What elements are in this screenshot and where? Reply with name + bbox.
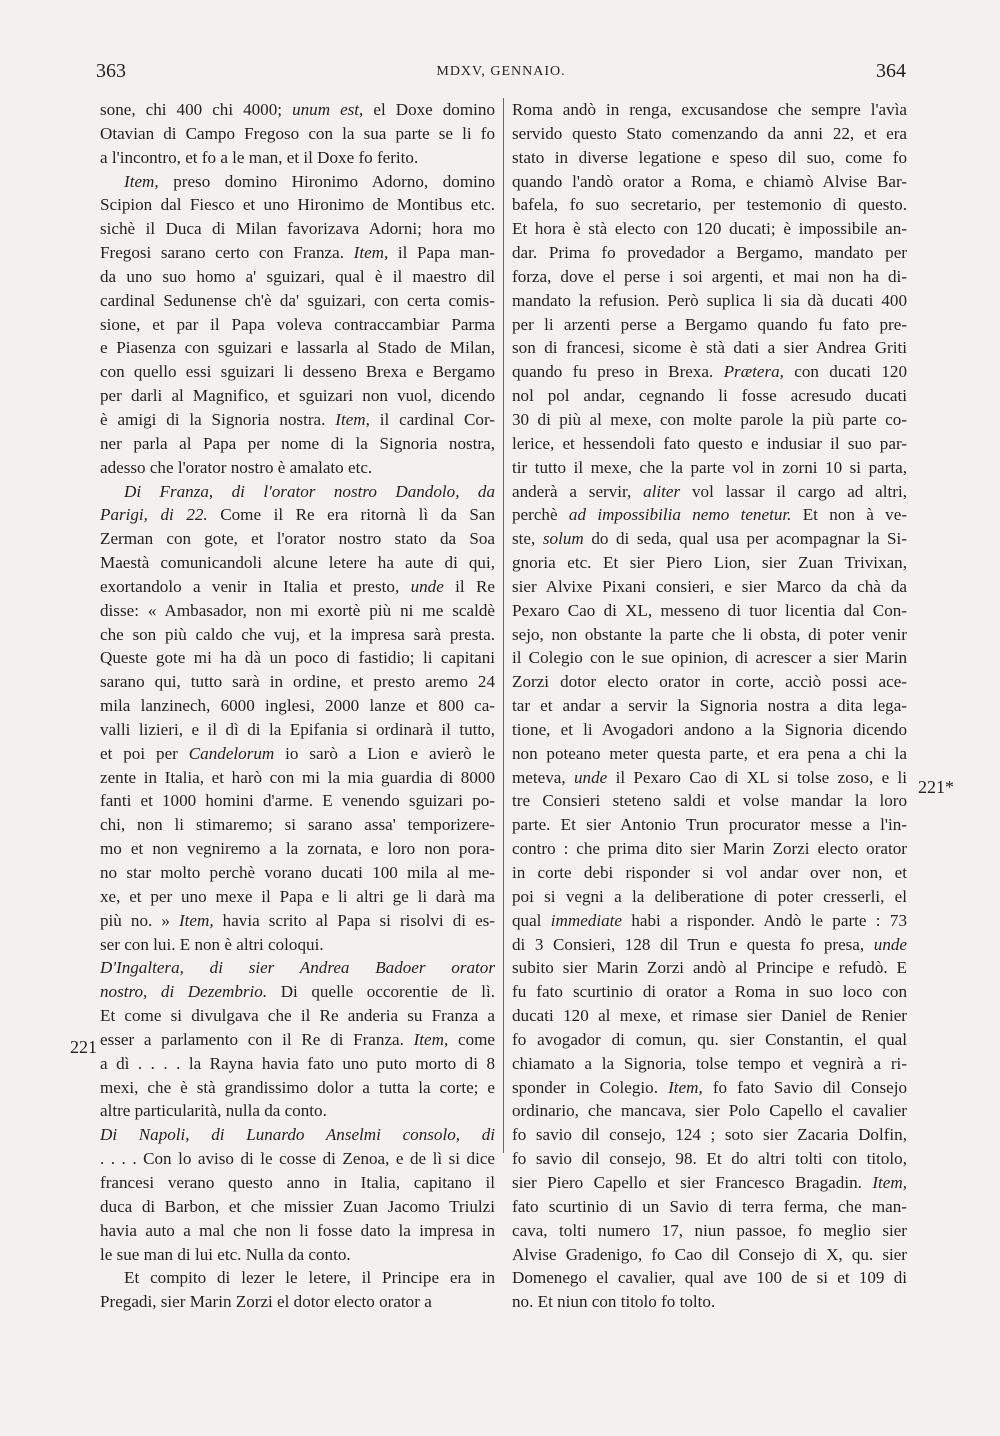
text-run: disse: « Ambasador, non mi exortè più ni me scaldè [100,600,495,620]
text-run: le sue man di lui etc. Nulla da conto. [100,1244,351,1264]
text-run: ste, [512,529,543,549]
text-run: fo savio dil consejo, 98. Et do altri tolti con titolo, [512,1149,907,1169]
text-line [100,336,495,360]
text-run: Otavian di Campo Fregoso con la sua parte se li fo [100,123,495,143]
text-line [512,980,907,1004]
text-run: habi a risponder. Andò le parte : 73 [622,910,907,930]
text-run: io sarò a Lion e avierò le [274,743,495,763]
italic-text: immediate [550,910,622,930]
text-line [512,623,907,647]
text-run: meteva, [512,767,574,787]
text-run: Scipion dal Fiesco et uno Hironimo de Montibus etc. [100,195,495,215]
text-line [100,408,495,432]
text-line [100,146,495,170]
text-line [100,1147,495,1171]
text-run: a dì . . . . la Rayna havia fato uno puto morto di 8 [100,1053,495,1073]
text-run: a l'incontro, et fo a le man, et il Doxe fo ferito. [100,147,419,167]
text-line [512,265,907,289]
text-run: sier Piero Capello et sier Francesco Bragadin. [512,1172,873,1192]
text-line [512,1290,907,1314]
text-run: Zerman con gote, et l'orator nostro stato da Soa [100,529,495,549]
text-line [512,813,907,837]
text-line [100,480,495,504]
text-line [100,1219,495,1243]
text-run: mo et non vegniremo a la zornata, e loro non pora- [100,839,495,859]
page-number-right: 364 [876,60,906,82]
text-line [100,1052,495,1076]
text-run: 30 di più al mexe, con molte parole la più parte co- [512,409,907,429]
text-line [100,646,495,670]
italic-text: Item, [668,1077,703,1097]
text-run: el Doxe domino [363,100,495,119]
text-run: Et hora è stà electo con 120 ducati; è impossibile an- [512,219,907,239]
text-line [100,1171,495,1195]
italic-text: Candelorum [188,743,275,763]
text-run: subito sier Marin Zorzi andò al Principe e refudò. E [512,958,907,978]
text-run: contro : che prima dito sier Marin Zorzi electo orator [512,839,907,859]
text-line [512,1147,907,1171]
text-run: cava, tolti numero 17, niun passoe, fo meglio sier [512,1220,907,1240]
text-run: esser a parlamento con il Re di Franza. [100,1029,414,1049]
text-run: adesso che l'orator nostro è amalato etc. [100,457,373,477]
text-run: Et come si divulgava che il Re anderia su Franza a [100,1006,495,1026]
text-line [512,456,907,480]
text-line [512,146,907,170]
text-line [100,503,495,527]
text-run: vol lassar il cargo ad altri, [680,481,907,501]
text-line [100,1076,495,1100]
text-line [512,599,907,623]
text-line [512,1028,907,1052]
text-run: per li arzenti perse a Bergamo quando fu fato pre- [512,314,907,334]
text-run: fato scurtinio di un Savio di terra ferma, che man- [512,1196,907,1216]
text-line [100,909,495,933]
text-run: gnoria etc. Et sier Piero Lion, sier Zuan Trivixan, [512,553,907,573]
text-run: da uno suo homo a' sguizari, qual è il maestro dil [100,266,495,286]
text-line [100,956,495,980]
text-line [512,432,907,456]
text-line [100,360,495,384]
italic-text: unde [573,767,608,787]
text-run: et poi per [100,743,189,763]
text-run: fo fato Savio dil Consejo [702,1077,907,1097]
text-line [100,885,495,909]
text-line [512,217,907,241]
text-line [512,1171,907,1195]
text-line [100,789,495,813]
text-run: sier Alvixe Pixani consieri, e sier Marco da chà da [512,576,907,596]
text-run: Et compito di lezer le letere, il Principe era in [124,1268,495,1288]
text-run: tre Consieri steteno saldi et volse mandar la loro [512,791,907,811]
text-line [512,694,907,718]
page-header [96,60,906,90]
text-run: . . . . Con lo aviso di le cosse di Zenoa, e de lì si dice [100,1149,495,1169]
right-text-column [512,98,907,1314]
text-line [100,122,495,146]
text-run: Et non à ve- [791,505,907,525]
text-line [100,1099,495,1123]
italic-text: Item, [353,243,389,263]
text-line [512,503,907,527]
text-line [100,527,495,551]
text-run: il cardinal Cor- [369,409,495,429]
text-line [512,909,907,933]
text-line [512,1219,907,1243]
italic-text: Item, [872,1172,907,1192]
text-run: e Piasenza con sguizari e lassarla al Stado de Milan, [100,338,495,358]
text-line [100,384,495,408]
text-run: il Papa man- [388,243,495,263]
italic-text: solum [542,529,584,549]
text-line [512,956,907,980]
text-line [512,1243,907,1267]
italic-text: Di Napoli, di Lunardo Anselmi consolo, di [100,1125,495,1145]
text-line [100,694,495,718]
text-line [100,599,495,623]
text-run: ser con lui. E non è altri coloqui. [100,934,324,954]
text-line [100,813,495,837]
text-line [512,289,907,313]
text-run: chiamato a la Signoria, tolse tempo et vegnirà a ri- [512,1053,907,1073]
text-run: Queste gote mi ha dà un poco di fastidio; li capitani [100,648,495,668]
text-line [512,1076,907,1100]
text-line [100,980,495,1004]
text-line [512,480,907,504]
italic-text: unum est, [292,100,364,119]
text-run: perchè [512,505,569,525]
text-line [100,1004,495,1028]
italic-text: Item, [178,910,214,930]
margin-note-left: 221 [70,1037,97,1057]
text-line [512,170,907,194]
text-line [512,527,907,551]
text-run: Come il Re era ritornà lì da San [207,505,495,525]
text-run: Zorzi dotor electo orator in corte, acciò possi ace- [512,672,907,692]
text-run: più no. » [100,910,179,930]
text-run: cardinal Sedunense ch'è da' sguizari, con certa comis- [100,290,495,310]
text-line [100,217,495,241]
running-title: MDXV, GENNAIO. [436,64,566,79]
text-line [100,193,495,217]
text-run: preso domino Hironimo Adorno, domino [158,171,495,191]
italic-text: unde [873,934,907,954]
text-run: per darli al Magnifico, et sguizari non vuol, dicendo [100,386,495,406]
text-line [100,1243,495,1267]
text-run: duca di Barbon, et che missier Zuan Jacomo Triulzi [100,1196,495,1216]
text-run: parte. Et sier Antonio Trun procurator messe a l'in- [512,815,907,835]
text-line [100,313,495,337]
text-line [100,861,495,885]
text-run: exortandolo a venir in Italia et presto, [100,576,411,596]
text-run: Alvise Gradenigo, fo Cao dil Consejo di X, qu. sier [512,1244,907,1264]
text-run: no star molto perchè vorano ducati 100 mila al me- [100,863,495,882]
text-line [100,837,495,861]
text-run: come [448,1029,495,1049]
text-run: tione, et li Avogadori andono a la Signoria dicendo [512,719,907,739]
text-run: havia scrito al Papa si risolvi di es- [213,910,495,930]
text-run: è amigi di la Signoria nostra. [100,409,336,429]
text-run: xe, et per uno mexe il Papa e li altri ge li darà ma [100,886,495,906]
text-run: fu fato scurtinio di orator a Roma in suo loco con [512,982,907,1002]
text-run: fo avogador di comun, qu. sier Constantin, el qual [512,1029,907,1049]
text-line [100,1290,495,1314]
text-run: qual [512,910,551,930]
text-line [512,718,907,742]
italic-text: D'Ingaltera, di sier Andrea Badoer orator [100,958,495,978]
text-run: tar et andar a servir la Signoria nostra a dita lega- [512,696,907,716]
text-line [512,336,907,360]
text-run: il Re [443,576,495,596]
italic-text: Prætera, [723,362,784,382]
text-line [512,766,907,790]
text-line [512,742,907,766]
text-line [100,98,495,122]
text-run: il Pexaro Cao di XL si tolse zoso, e li [607,767,907,787]
italic-text: Item, [335,409,370,429]
text-run: di 3 Consieri, 128 dil Trun e questa fo presa, [512,934,874,954]
margin-note-right: 221* [918,777,954,797]
text-line [100,670,495,694]
italic-text: unde [410,576,444,596]
text-line [512,313,907,337]
text-run: fanti et 1000 homini d'arme. E venendo sguizari po- [100,791,495,811]
text-run: Pexaro Cao di XL, messeno di tuor licentia dal Con- [512,600,907,620]
italic-text: aliter [643,481,681,501]
text-line [100,456,495,480]
text-run: forza, dove el perse i soi argenti, et mai non ha di- [512,266,907,286]
text-run: che son più caldo che vuj, et la impresa sarà presta. [100,624,495,644]
text-line [100,766,495,790]
text-run: sarano qui, tutto sarà in ordine, et presto aremo 24 [100,672,495,692]
text-run: tir tutto il mexe, che la parte vol in zorni 10 si parta, [512,457,907,477]
text-line [100,241,495,265]
text-run: con ducati 120 [783,362,907,382]
text-run: lerice, et hessendoli fato questo e indusiar il suo par- [512,433,907,453]
text-line [512,384,907,408]
text-run: fo savio dil consejo, 124 ; soto sier Zacaria Dolfin, [512,1125,907,1145]
page-number-left: 363 [96,60,126,82]
text-line [512,98,907,122]
text-run: mila lanzinech, 6000 inglesi, 2000 lanze et 800 ca- [100,696,495,716]
text-line [512,360,907,384]
text-line [100,265,495,289]
text-line [512,241,907,265]
text-run: mandato la refusion. Però suplica li sia dà ducati 400 [512,290,907,310]
text-line [512,885,907,909]
text-run: con quello essi sguizari li desseno Brexa e Bergamo [100,362,495,382]
text-run: nol pol andar, cegnando li fosse acresudo ducati [512,386,907,406]
text-line [512,1123,907,1147]
text-run: sichè il Duca di Milan favorizava Adorni; hora mo [100,219,495,239]
italic-text: Item, [413,1029,449,1049]
text-line [512,408,907,432]
text-line [100,623,495,647]
text-line [512,861,907,885]
left-text-column [100,98,495,1314]
text-line [100,289,495,313]
italic-text: Parigi, di 22. [100,505,208,525]
text-run: altre particularità, nulla da conto. [100,1101,327,1121]
text-line [100,742,495,766]
text-run: mexi, che è stà grandissimo dolor a tutta la corte; e [100,1077,495,1097]
text-run: son di francesi, sicome è stà dati a sier Andrea Griti [512,338,907,358]
text-line [512,193,907,217]
text-line [512,837,907,861]
text-run: sione, et par il Papa voleva contraccambiar Parma [100,314,495,334]
text-run: francesi verano questo anno in Italia, capitano il [100,1172,495,1192]
text-run: Roma andò in renga, excusandose che sempre l'avìa [512,100,907,119]
text-line [100,1123,495,1147]
text-run: sponder in Colegio. [512,1077,669,1097]
text-run: servido questo Stato comenzando da anni 22, et era [512,123,907,143]
text-line [512,1099,907,1123]
text-run: sone, chi 400 chi 4000; [100,100,293,119]
text-line [512,122,907,146]
text-run: ordinario, che mancava, sier Polo Capello el cavalier [512,1101,907,1121]
text-line [100,432,495,456]
text-run: ducati 120 al mexe, et rimase sier Daniel de Renier [512,1006,907,1026]
text-run: il Colegio con le sue opinion, di acrescer a sier Marin [512,648,907,668]
text-run: bafela, fo suo secretario, per testemonio di questo. [512,195,907,215]
text-line [100,575,495,599]
text-run: chi, non li stimaremo; si sarano assa' temporizere- [100,815,495,835]
text-run: Domenego el cavalier, qual ave 100 de si et 109 di [512,1268,907,1288]
text-line [100,1028,495,1052]
text-run: dar. Prima fo provedador a Bergamo, mandato per [512,243,907,263]
text-run: poi si vegni a la deliberatione di poter cresserli, el [512,886,907,906]
text-line [100,933,495,957]
text-line [512,1266,907,1290]
text-run: non poteano meter questa parte, et era pena a chi la [512,743,907,763]
text-run: Pregadi, sier Marin Zorzi el dotor electo orator a [100,1292,432,1312]
text-line [100,718,495,742]
text-line [512,789,907,813]
italic-text: Di Franza, di l'orator nostro Dandolo, da [124,481,495,501]
text-line [512,1052,907,1076]
text-run: valli lizieri, e il dì di la Epifania si ordinarà il tutto, [100,719,495,739]
text-line [512,646,907,670]
italic-text: ad impossibilia nemo tenetur. [568,505,792,525]
text-line [512,1004,907,1028]
text-line [100,1266,495,1290]
text-run: zente in Italia, et harò con mi la mia guardia di 8000 [100,767,495,787]
text-run: sejo, non obstante la parte che li obsta, di poter venir [512,624,907,644]
column-divider [503,98,504,1153]
text-run: anderà a servir, [512,481,644,501]
italic-text: Item, [124,171,159,191]
italic-text: nostro, di Dezembrio. [100,982,268,1002]
text-run: do di seda, qual usa per acompagnar la Si- [583,529,907,549]
text-run: no. Et niun con titolo fo tolto. [512,1292,716,1312]
text-run: in corte debi risponder si vol andar over non, et [512,863,907,882]
text-run: Maestà comunicandoli alcune letere ha aute di qui, [100,553,495,573]
text-run: quando fu preso in Brexa. [512,362,724,382]
text-line [512,1195,907,1219]
text-run: Fregosi sarano certo con Franza. [100,243,354,263]
text-line [512,933,907,957]
text-line [512,670,907,694]
text-run: havia auto a mal che non li fosse dato la impresa in [100,1220,495,1240]
text-line [512,551,907,575]
text-run: Di quelle occorentie de lì. [267,982,495,1002]
text-line [100,551,495,575]
text-line [100,170,495,194]
text-run: quando l'andò orator a Roma, e chiamò Alvise Bar- [512,171,907,191]
text-run: ner parla al Papa per nome di la Signoria nostra, [100,433,495,453]
text-line [512,575,907,599]
text-run: stato in diverse legatione e speso dil suo, come fo [512,147,907,167]
text-line [100,1195,495,1219]
